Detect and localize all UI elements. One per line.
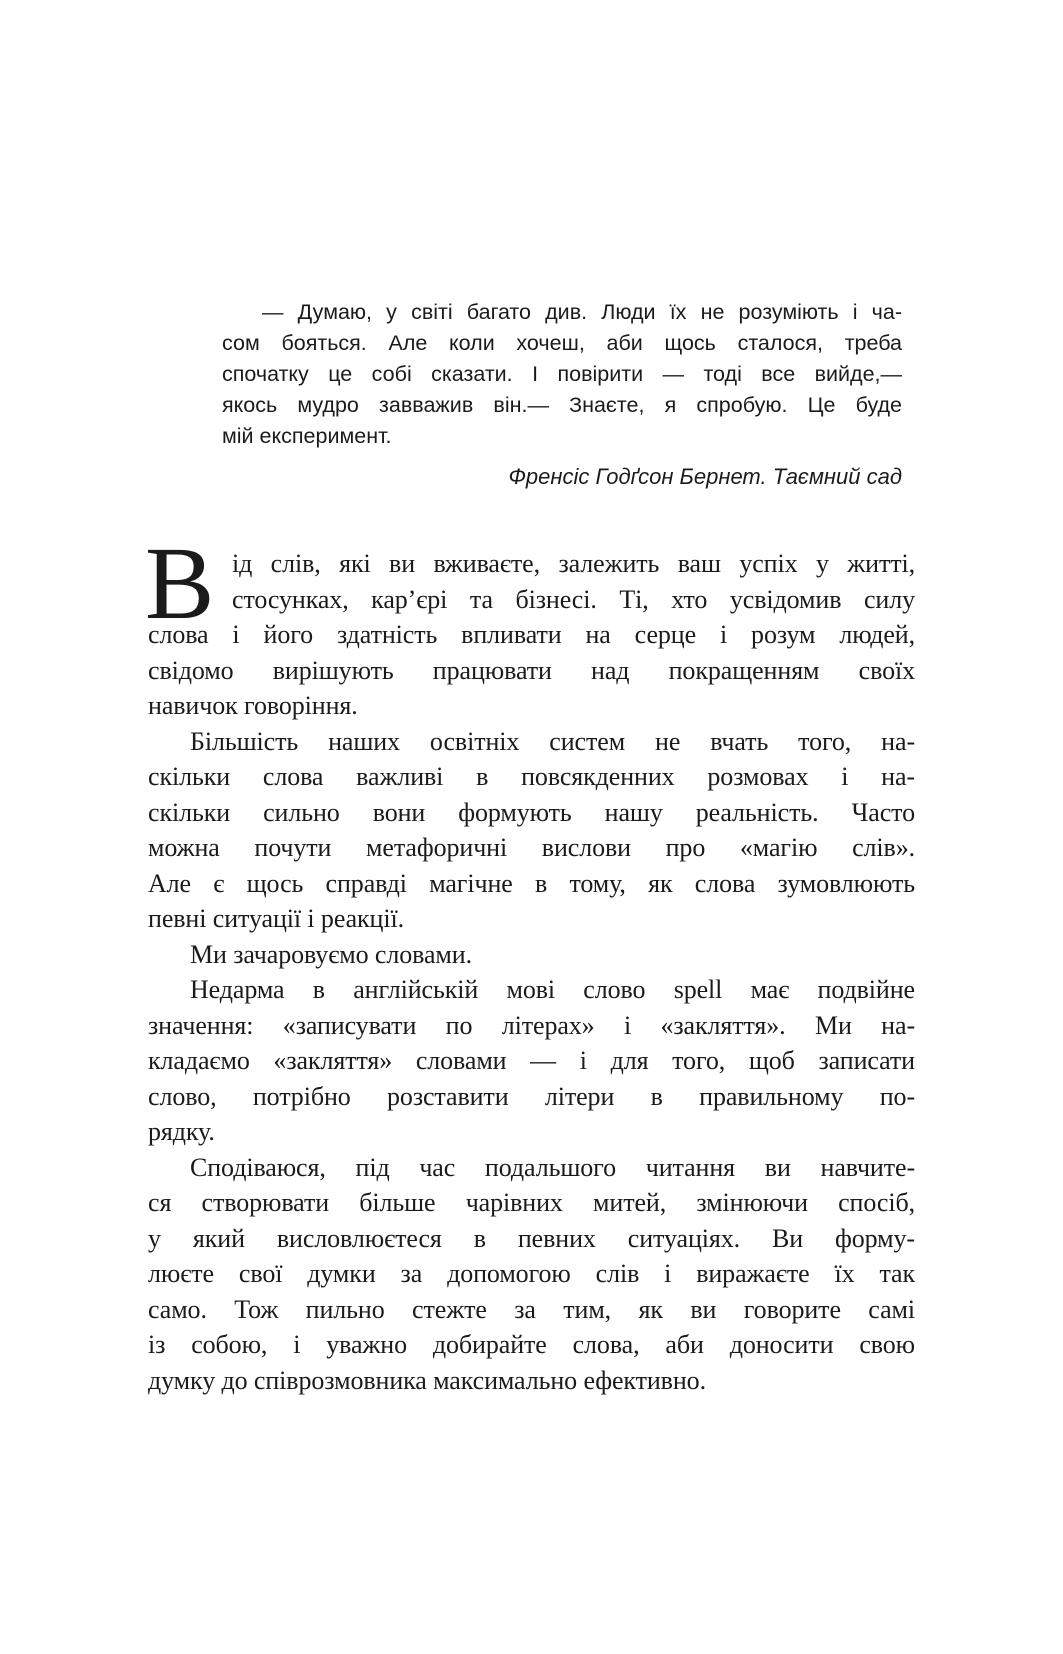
body-line: у який висловлюєтеся в певних ситуаціях. Ви форму- <box>148 1223 915 1253</box>
body-line: ід слів, які ви вживаєте, залежить ваш успіх у житті, <box>232 549 915 578</box>
epigraph <box>222 297 902 492</box>
paragraph <box>145 526 915 724</box>
paragraph <box>148 937 915 973</box>
body-line: само. Тож пильно стежте за тим, як ви говорите самі <box>148 1294 915 1324</box>
body-line: Більшість наших освітніх систем не вчать того, на- <box>190 726 915 756</box>
body-line: із собою, і уважно добирайте слова, аби доносити свою <box>148 1330 915 1359</box>
body-line: навичок говоріння. <box>148 691 358 720</box>
paragraph <box>148 972 915 1150</box>
epigraph-line: — Думаю, у світі багато див. Люди їх не розуміють і ча- <box>262 300 902 324</box>
body-line: скільки слова важливі в повсякденних розмовах і на- <box>148 762 915 791</box>
body-line: Але є щось справді магічне в тому, як слова зумовлюють <box>148 868 915 898</box>
body-line: кладаємо «закляття» словами — і для того, щоб записати <box>148 1046 915 1075</box>
body-line: слово, потрібно розставити літери в правильному по- <box>148 1081 915 1111</box>
paragraph <box>148 724 915 937</box>
body-line: значення: «записувати по літерах» і «закляття». Ми на- <box>148 1010 915 1040</box>
body-line: Недарма в англійській мові слово spell має подвійне <box>190 975 915 1004</box>
body-line: Ми зачаровуємо словами. <box>190 939 472 969</box>
epigraph-line: сом бояться. Але коли хочеш, аби щось сталося, треба <box>222 331 902 355</box>
epigraph-line: спочатку це собі сказати. І повірити — тоді все вийде,— <box>222 362 902 386</box>
body-line: слова і його здатність впливати на серце і розум людей, <box>148 620 915 649</box>
body-line: можна почути метафоричні вислови про «магію слів». <box>148 833 915 862</box>
body-line: люєте свої думки за допомогою слів і виражаєте їх так <box>148 1259 915 1288</box>
body-line: скільки сильно вони формують нашу реальність. Часто <box>148 797 915 827</box>
body-text <box>145 526 915 1398</box>
body-line: певні ситуації і реакції. <box>148 904 405 933</box>
epigraph-line: якось мудро завважив він.— Знаєте, я спробую. Це буде <box>222 393 902 417</box>
body-line: стосунках, кар’єрі та бізнесі. Ті, хто усвідомив силу <box>232 584 915 614</box>
body-line: рядку. <box>148 1117 215 1146</box>
body-line: свідомо вирішують працювати над покращенням своїх <box>148 655 915 685</box>
paragraph <box>148 1150 915 1399</box>
body-line: ся створювати більше чарівних митей, змінюючи спосіб, <box>148 1188 915 1217</box>
body-line: думку до співрозмовника максимально ефективно. <box>148 1365 706 1395</box>
body-line: Сподіваюся, під час подальшого читання ви навчите- <box>190 1152 915 1182</box>
drop-cap: В <box>145 526 215 641</box>
epigraph-line: мій експеримент. <box>222 424 392 448</box>
epigraph-attribution: Френсіс Годґсон Бернет. Таємний сад <box>508 464 902 489</box>
